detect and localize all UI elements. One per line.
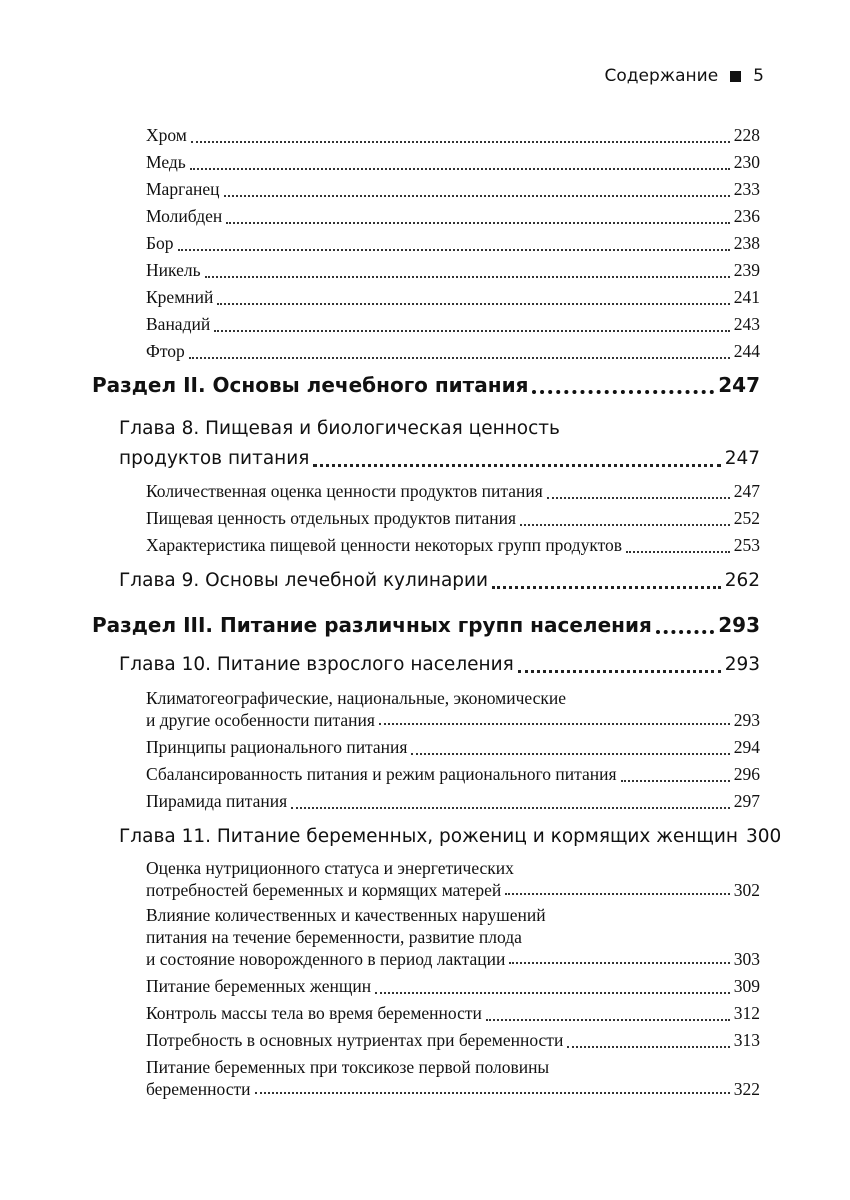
entry-page: 233	[733, 179, 760, 199]
leader-dots	[486, 1019, 730, 1021]
entry-page: 293	[733, 710, 760, 730]
leader-dots	[626, 551, 730, 553]
chapter-heading[interactable]	[119, 823, 782, 851]
section-title: Раздел III. Питание различных групп населения	[92, 613, 652, 637]
entry-title: Медь	[146, 152, 186, 172]
entry-title-line1: Влияние количественных и качественных нарушений	[146, 905, 546, 925]
entry-title: Бор	[146, 233, 174, 253]
leader-dots	[224, 195, 730, 197]
entry-page: 294	[733, 737, 760, 757]
toc-entry[interactable]	[146, 122, 760, 149]
toc-entry[interactable]	[146, 788, 760, 815]
header-title: Содержание	[604, 66, 719, 86]
toc-entry[interactable]	[146, 1000, 760, 1027]
leader-dots	[621, 780, 730, 782]
entry-page: 253	[733, 535, 760, 555]
toc-entry[interactable]	[146, 687, 760, 731]
chapter-title: Глава 11. Питание беременных, рожениц и кормящих женщин	[119, 826, 738, 847]
leader-dots	[518, 670, 721, 673]
page-number: 5	[753, 66, 764, 86]
entry-title-line1: Оценка нутриционного статуса и энергетических	[146, 858, 514, 878]
entry-title-line2: питания на течение беременности, развитие плода	[146, 927, 522, 947]
entry-page: 241	[733, 287, 760, 307]
toc-entry[interactable]	[146, 973, 760, 1000]
leader-dots	[291, 807, 730, 809]
entry-page: 228	[733, 125, 760, 145]
chapter-title-line2: продуктов питания	[119, 448, 310, 469]
toc-entry[interactable]	[146, 734, 760, 761]
entry-page: 244	[733, 341, 760, 361]
table-of-contents	[0, 122, 850, 1103]
entry-title: Кремний	[146, 287, 214, 307]
leader-dots	[189, 357, 730, 359]
toc-entry[interactable]	[146, 257, 760, 284]
toc-entry[interactable]	[146, 203, 760, 230]
entry-page: 236	[733, 206, 760, 226]
entry-page: 303	[733, 949, 760, 969]
leader-dots	[214, 330, 730, 332]
entry-title: Количественная оценка ценности продуктов питания	[146, 481, 543, 501]
chapter-page: 293	[724, 654, 760, 675]
leader-dots	[226, 222, 730, 224]
leader-dots	[255, 1092, 730, 1094]
square-bullet-icon	[730, 71, 741, 82]
toc-entry[interactable]	[146, 857, 760, 901]
entry-title: Марганец	[146, 179, 220, 199]
chapter-title: Глава 9. Основы лечебной кулинарии	[119, 570, 489, 591]
chapter-page: 300	[745, 826, 782, 847]
chapter-title-line1: Глава 8. Пищевая и биологическая ценность	[119, 418, 560, 439]
toc-entry[interactable]	[146, 1056, 760, 1100]
entry-title-line3: и состояние новорожденного в период лактации	[146, 949, 506, 969]
chapter-heading[interactable]	[119, 415, 760, 473]
toc-entry[interactable]	[146, 284, 760, 311]
leader-dots	[411, 753, 729, 755]
entry-title: Характеристика пищевой ценности некоторых групп продуктов	[146, 535, 623, 555]
entry-title: Принципы рационального питания	[146, 737, 408, 757]
entry-page: 243	[733, 314, 760, 334]
toc-entry[interactable]	[146, 904, 760, 970]
entry-title: Хром	[146, 125, 187, 145]
chapter-heading[interactable]	[119, 567, 760, 595]
leader-dots	[313, 464, 720, 467]
toc-entry[interactable]	[146, 505, 760, 532]
leader-dots	[217, 303, 729, 305]
leader-dots	[532, 390, 714, 394]
section-page: 247	[718, 373, 760, 397]
chapter-page: 262	[724, 570, 760, 591]
entry-page: 297	[733, 791, 760, 811]
toc-entry[interactable]	[146, 761, 760, 788]
entry-title-line2: и другие особенности питания	[146, 710, 375, 730]
chapter-heading[interactable]	[119, 651, 760, 679]
leader-dots	[509, 962, 729, 964]
section-page: 293	[718, 613, 760, 637]
toc-entry[interactable]	[146, 1027, 760, 1054]
section-heading[interactable]	[92, 609, 760, 641]
toc-entry[interactable]	[146, 149, 760, 176]
entry-title-line1: Питание беременных при токсикозе первой половины	[146, 1057, 550, 1077]
entry-title: Питание беременных женщин	[146, 976, 372, 996]
section-heading[interactable]	[92, 369, 760, 401]
toc-entry[interactable]	[146, 311, 760, 338]
running-header	[605, 66, 764, 86]
leader-dots	[190, 168, 730, 170]
entry-title: Молибден	[146, 206, 223, 226]
toc-entry[interactable]	[146, 478, 760, 505]
entry-title: Пищевая ценность отдельных продуктов питания	[146, 508, 517, 528]
entry-page: 302	[733, 880, 760, 900]
leader-dots	[505, 893, 729, 895]
entry-page: 238	[733, 233, 760, 253]
entry-title-line2: потребностей беременных и кормящих матерей	[146, 880, 502, 900]
leader-dots	[379, 723, 730, 725]
chapter-page: 247	[724, 448, 760, 469]
leader-dots	[520, 524, 730, 526]
leader-dots	[375, 992, 730, 994]
entry-page: 247	[733, 481, 760, 501]
entry-page: 239	[733, 260, 760, 280]
entry-page: 230	[733, 152, 760, 172]
entry-title: Сбалансированность питания и режим рационального питания	[146, 764, 617, 784]
entry-title-line1: Климатогеографические, национальные, экономические	[146, 688, 566, 708]
leader-dots	[191, 141, 730, 143]
leader-dots	[178, 249, 730, 251]
entry-page: 322	[733, 1079, 760, 1099]
leader-dots	[567, 1046, 729, 1048]
section-title: Раздел II. Основы лечебного питания	[92, 373, 529, 397]
toc-entry[interactable]	[146, 532, 760, 559]
entry-title: Ванадий	[146, 314, 211, 334]
leader-dots	[205, 276, 730, 278]
entry-title-line2: беременности	[146, 1079, 251, 1099]
entry-title: Потребность в основных нутриентах при беременности	[146, 1030, 564, 1050]
leader-dots	[656, 630, 714, 634]
entry-page: 309	[733, 976, 760, 996]
entry-page: 312	[733, 1003, 760, 1023]
leader-dots	[492, 586, 721, 589]
toc-entry[interactable]	[146, 176, 760, 203]
chapter-title: Глава 10. Питание взрослого населения	[119, 654, 514, 675]
entry-page: 313	[733, 1030, 760, 1050]
entry-title: Контроль массы тела во время беременности	[146, 1003, 482, 1023]
entry-title: Никель	[146, 260, 201, 280]
toc-entry[interactable]	[146, 230, 760, 257]
leader-dots	[547, 497, 730, 499]
entry-title: Фтор	[146, 341, 185, 361]
entry-title: Пирамида питания	[146, 791, 288, 811]
toc-entry[interactable]	[146, 338, 760, 365]
entry-page: 252	[733, 508, 760, 528]
entry-page: 296	[733, 764, 760, 784]
